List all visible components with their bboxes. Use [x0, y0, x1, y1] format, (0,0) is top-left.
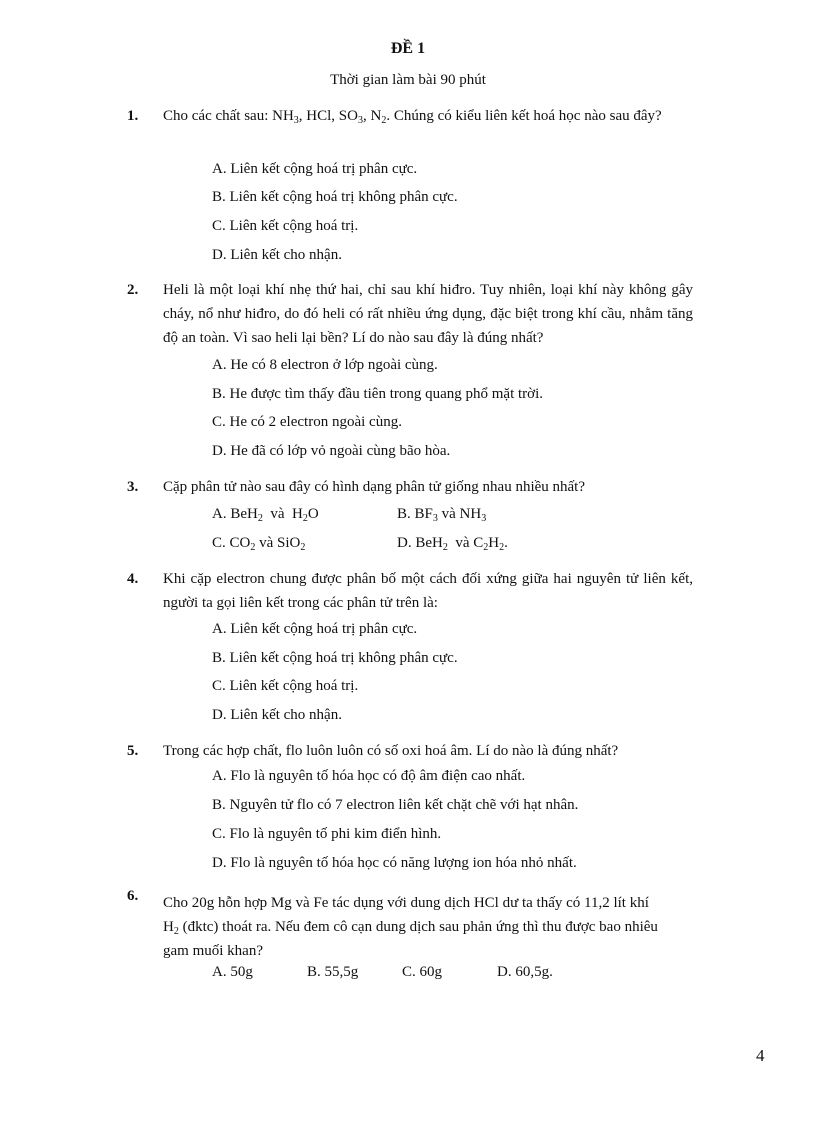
answer-option: C. Liên kết cộng hoá trị. — [212, 218, 359, 234]
question-text: Khi cặp electron chung được phân bố một cách đối xứng giữa hai nguyên tử liên kết, người ta gọi liên kết trong các phân tử trên là: — [163, 571, 693, 611]
answer-option: C. Liên kết cộng hoá trị. — [212, 678, 359, 694]
exam-duration: Thời gian làm bài 90 phút — [330, 72, 486, 88]
answer-option: D. Liên kết cho nhận. — [212, 707, 342, 723]
answer-option: D. BeH$_2$ và $C_2H_2$. — [397, 535, 508, 553]
answer-option: D. Liên kết cho nhận. — [212, 247, 342, 263]
answer-option: D. Flo là nguyên tố hóa học có năng lượng ion hóa nhỏ nhất. — [212, 855, 577, 871]
answer-option: B. Liên kết cộng hoá trị không phân cực. — [212, 189, 458, 205]
question-number: 3. — [127, 479, 139, 495]
page-title: ĐỀ 1 — [390, 40, 426, 57]
answer-option: B. Liên kết cộng hoá trị không phân cực. — [212, 650, 458, 666]
question-text: Trong các hợp chất, flo luôn luôn có số oxi hoá âm. Lí do nào là đúng nhất? — [163, 743, 619, 759]
answer-option: A. 50g — [212, 964, 253, 980]
answer-option: D. 60,5g. — [497, 964, 553, 980]
question-number: 6. — [127, 888, 139, 904]
answer-option: A. Flo là nguyên tố hóa học có độ âm điện cao nhất. — [212, 768, 526, 784]
question-text: Heli là một loại khí nhẹ thứ hai, chỉ sau khí hiđro. Tuy nhiên, loại khí này không gây cháy, nổ như hiđro, do đó heli có rất nhiều ứng dụng, đặc biệt trong khí cầu, nhằm tăng độ an toàn. Vì sao heli lại bền? Lí do nào sau đây là đúng nhất? — [163, 282, 693, 346]
answer-option: D. He đã có lớp vỏ ngoài cùng bão hòa. — [212, 443, 451, 459]
question-text: Cho 20g hỗn hợp Mg và Fe tác dụng với dung dịch HCl dư ta thấy có 11,2 lít khí $H_2$ (đktc) thoát ra. Nếu đem cô cạn dung dịch sau phản ứng thì thu được bao nhiêu gam muối khan? — [163, 895, 658, 959]
answer-option: B. Nguyên tử flo có 7 electron liên kết chặt chẽ với hạt nhân. — [212, 797, 579, 813]
question-number: 5. — [127, 743, 139, 759]
question-number: 4. — [127, 571, 139, 587]
answer-option: A. He có 8 electron ở lớp ngoài cùng. — [212, 357, 438, 373]
answer-option: A. BeH$_2$ và $H_2O$ — [212, 506, 319, 524]
question-text: Cặp phân tử nào sau đây có hình dạng phân tử giống nhau nhiều nhất? — [163, 479, 585, 495]
question-text: Cho các chất sau: $NH_3$, HCl, $SO_3$, $N_2$. Chúng có kiểu liên kết hoá học nào sau đây? — [163, 108, 662, 126]
answer-option: A. Liên kết cộng hoá trị phân cực. — [212, 621, 418, 637]
answer-option: B. $BF_3$ và $NH_3$ — [397, 506, 487, 524]
question-number: 2. — [127, 282, 139, 298]
answer-option: B. 55,5g — [307, 964, 359, 980]
page-number: 4 — [756, 1046, 765, 1065]
answer-option: C. $CO_2$ và SiO$_2$ — [212, 535, 306, 553]
question-number: 1. — [127, 108, 139, 124]
answer-option: B. He được tìm thấy đầu tiên trong quang phổ mặt trời. — [212, 386, 544, 402]
answer-option: C. Flo là nguyên tố phi kim điển hình. — [212, 826, 442, 842]
answer-option: C. 60g — [402, 964, 443, 980]
answer-option: C. He có 2 electron ngoài cùng. — [212, 414, 402, 430]
answer-option: A. Liên kết cộng hoá trị phân cực. — [212, 161, 418, 177]
